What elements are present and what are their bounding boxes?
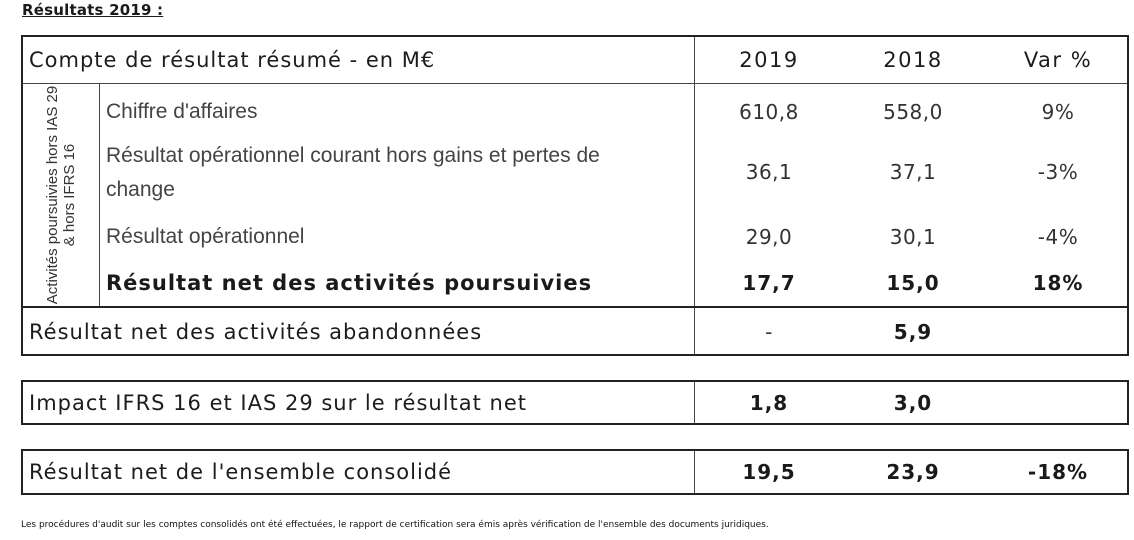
abandoned-divider bbox=[23, 306, 1127, 308]
row-abandoned-2019: - bbox=[765, 320, 773, 344]
group-label-cell bbox=[23, 84, 99, 306]
income-statement-table bbox=[21, 35, 1129, 356]
row-consolidated-2019: 19,5 bbox=[742, 460, 796, 484]
row-revenue-var: 9% bbox=[1041, 100, 1075, 124]
row-current-op-var: -3% bbox=[1037, 160, 1079, 184]
row-op-var: -4% bbox=[1037, 225, 1079, 249]
row-op-2019: 29,0 bbox=[745, 225, 793, 249]
group-label: Activités poursuivies hors IAS 29 & hors IFRS 16 bbox=[44, 85, 78, 305]
row-net-continuing-label: Résultat net des activités poursuivies bbox=[106, 271, 593, 295]
row-abandoned-label: Résultat net des activités abandonnées bbox=[29, 320, 483, 344]
header-2018: 2018 bbox=[883, 48, 943, 72]
row-consolidated-2018: 23,9 bbox=[886, 460, 940, 484]
row-net-continuing-var: 18% bbox=[1032, 271, 1084, 295]
footnote: Les procédures d'audit sur les comptes consolidés ont été effectuées, le rapport de certification sera émis après vérification de l'ensemble des documents juridiques. bbox=[21, 520, 769, 530]
impact-row-box bbox=[21, 380, 1129, 425]
group-divider bbox=[99, 84, 100, 306]
row-revenue-2018: 558,0 bbox=[883, 100, 943, 124]
row-consolidated-var: -18% bbox=[1027, 460, 1089, 484]
header-var: Var % bbox=[1023, 48, 1093, 72]
row-op-label: Résultat opérationnel bbox=[106, 225, 305, 248]
row-current-op-2018: 37,1 bbox=[889, 160, 937, 184]
row-net-continuing-2019: 17,7 bbox=[742, 271, 796, 295]
row-current-op-label-line2: change bbox=[106, 178, 175, 201]
row-revenue-2019: 610,8 bbox=[739, 100, 799, 124]
impact-divider bbox=[694, 382, 695, 423]
row-current-op-label-line1: Résultat opérationnel courant hors gains et pertes de bbox=[106, 144, 600, 167]
consolidated-row-box bbox=[21, 449, 1129, 495]
row-revenue-label: Chiffre d'affaires bbox=[106, 100, 258, 123]
consolidated-divider bbox=[694, 451, 695, 493]
row-net-continuing-2018: 15,0 bbox=[886, 271, 940, 295]
row-impact-2018: 3,0 bbox=[893, 390, 933, 415]
row-current-op-label bbox=[106, 139, 600, 207]
row-impact-2019: 1,8 bbox=[749, 390, 789, 415]
page-title: Résultats 2019 : bbox=[22, 1, 164, 19]
row-consolidated-label: Résultat net de l'ensemble consolidé bbox=[29, 460, 453, 484]
row-op-2018: 30,1 bbox=[889, 225, 937, 249]
header-2019: 2019 bbox=[739, 48, 799, 72]
row-impact-var bbox=[993, 382, 1123, 423]
row-abandoned-var bbox=[993, 311, 1123, 353]
row-current-op-2019: 36,1 bbox=[745, 160, 793, 184]
header-label: Compte de résultat résumé - en M€ bbox=[29, 48, 436, 72]
row-impact-label: Impact IFRS 16 et IAS 29 sur le résultat net bbox=[29, 390, 528, 415]
row-abandoned-2018: 5,9 bbox=[893, 320, 933, 344]
